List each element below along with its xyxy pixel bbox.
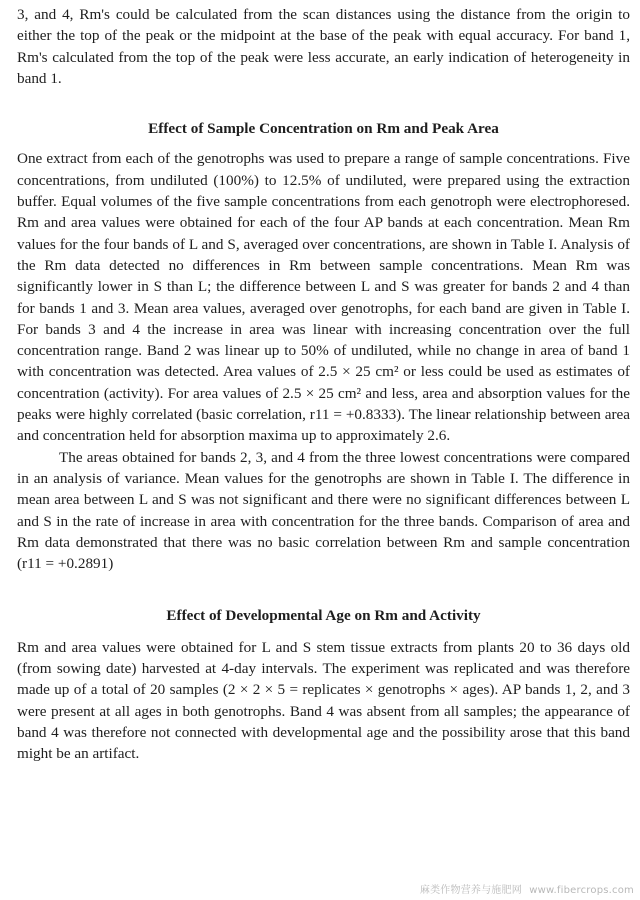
section-heading-sample-concentration: Effect of Sample Concentration on Rm and Peak Area <box>148 120 499 138</box>
sample-concentration-paragraph-2: The areas obtained for bands 2, 3, and 4 from the three lowest concentrations were compared in an analysis of variance. Mean values for the genotrophs are shown in Table I. The difference in mean area between L and S was not significant and there were no significant differences between L and S in the rate of increase in area with concentration for the three bands. Comparison of area and Rm data demonstrated that there was no basic correlation between Rm and sample concentration (r11 = +0.2891) <box>17 448 630 573</box>
sample-concentration-paragraph-1: One extract from each of the genotrophs was used to prepare a range of sample concentrations. Five concentrations, from undiluted (100%) to 12.5% of undiluted, were prepared using the extraction buffer. Equal volumes of the five sample concentrations from each genotroph were electrophoresed. Rm and area values were obtained for each of the four AP bands at each concentration. Mean Rm values for the four bands of L and S, averaged over concentrations, are shown in Table I. Analysis of the Rm data detected no differences in Rm between sample concentrations. Mean Rm was significantly lower in S than L; the difference between L and S was greater for bands 2 and 4 than for bands 1 and 3. Mean area values, averaged over genotrophs, for each band are given in Table I. For bands 3 and 4 the increase in area was linear with increasing concentration over the full concentration range. Band 2 was linear up to 50% of undiluted, while no change in area of band 1 with concentration was detected. Area values of 2.5 × 25 cm² or less could be used as estimates of concentration (activity). For area values of 2.5 × 25 cm² and less, area and absorption values for the peaks were highly correlated (basic correlation, r11 = +0.8333). The linear relationship between area and concentration held for absorption maxima up to approximately 2.6. <box>17 150 630 445</box>
section-heading-developmental-age: Effect of Developmental Age on Rm and Activity <box>166 607 481 625</box>
intro-paragraph: 3, and 4, Rm's could be calculated from the scan distances using the distance from the origin to either the top of the peak or the midpoint at the base of the peak with equal accuracy. For band 1, Rm's calculated from the top of the peak were less accurate, an early indication of heterogeneity in band 1. <box>17 6 630 87</box>
watermark-url: www.fibercrops.com <box>529 885 634 896</box>
site-watermark <box>420 881 634 896</box>
developmental-age-paragraph-1: Rm and area values were obtained for L and S stem tissue extracts from plants 20 to 36 days old (from sowing date) harvested at 4-day intervals. The experiment was replicated and was therefore made up of a total of 20 samples (2 × 2 × 5 = replicates × genotrophs × ages). AP bands 1, 2, and 3 were present at all ages in both genotrophs. Band 4 was absent from all samples; the appearance of band 4 was therefore not connected with developmental age and the possibility arose that this band might be an artifact. <box>17 638 630 763</box>
watermark-chinese: 麻类作物营养与施肥网 <box>419 885 522 896</box>
